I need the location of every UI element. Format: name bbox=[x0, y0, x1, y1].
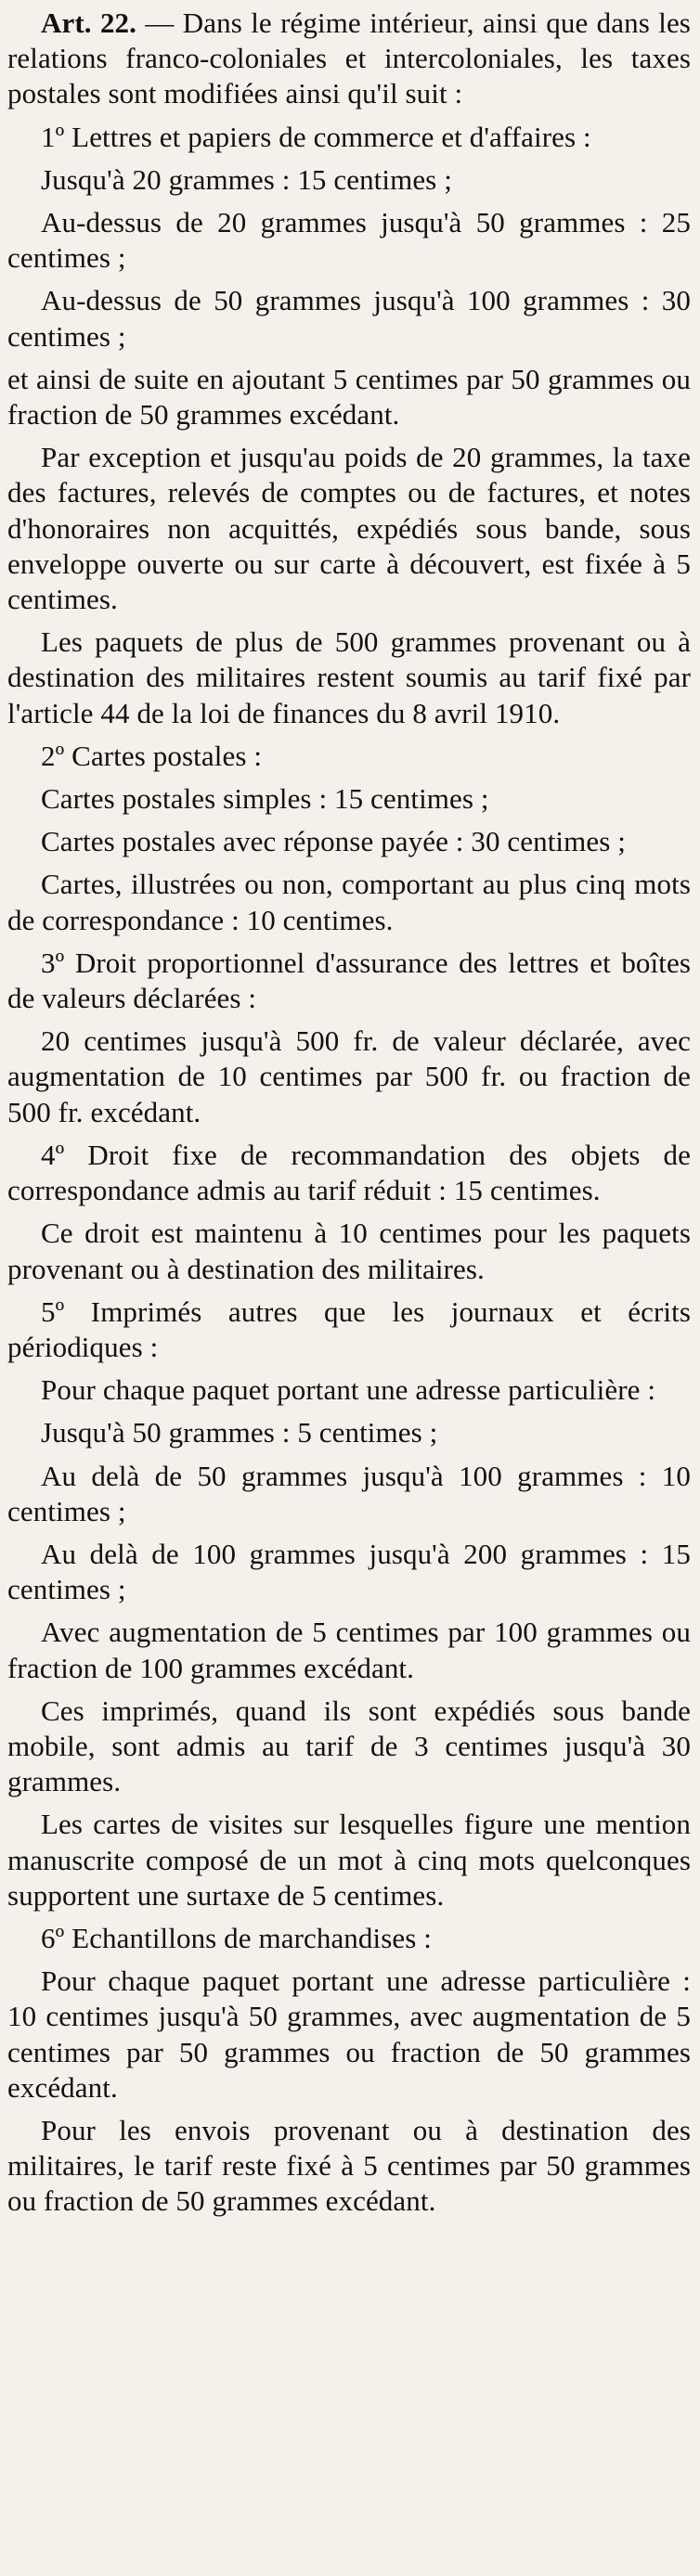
article-paragraph: et ainsi de suite en ajoutant 5 centimes par 50 grammes ou fraction de 50 grammes excédant. bbox=[7, 362, 691, 431]
article-paragraph: Ce droit est maintenu à 10 centimes pour les paquets provenant ou à destination des militaires. bbox=[7, 1217, 691, 1285]
article-paragraph: 3º Droit proportionnel d'assurance des lettres et boîtes de valeurs déclarées : bbox=[7, 946, 691, 1015]
article-number: Art. 22. bbox=[41, 6, 136, 39]
article-paragraph: 5º Imprimés autres que les journaux et écrits périodiques : bbox=[7, 1294, 691, 1363]
article-paragraph: Pour chaque paquet portant une adresse particulière : 10 centimes jusqu'à 50 grammes, avec augmentation de 5 centimes par 50 grammes ou fraction de 50 grammes excédant. bbox=[7, 1964, 691, 2104]
article-paragraph: Par exception et jusqu'au poids de 20 grammes, la taxe des factures, relevés de comptes ou de factures, et notes d'honoraires non acquittés, expédiés sous bande, sous enveloppe ouverte ou sur carte à découvert, est fixée à 5 centimes. bbox=[7, 441, 691, 616]
article-text-column bbox=[7, 6, 691, 2227]
article-paragraph: Pour chaque paquet portant une adresse particulière : bbox=[41, 1373, 656, 1407]
article-paragraph: Au-dessus de 50 grammes jusqu'à 100 grammes : 30 centimes ; bbox=[7, 284, 691, 353]
article-paragraph: 4º Droit fixe de recommandation des objets de correspondance admis au tarif réduit : 15 centimes. bbox=[7, 1138, 691, 1207]
article-paragraph: Ces imprimés, quand ils sont expédiés sous bande mobile, sont admis au tarif de 3 centimes jusqu'à 30 grammes. bbox=[7, 1694, 691, 1798]
article-paragraph: Au-dessus de 20 grammes jusqu'à 50 grammes : 25 centimes ; bbox=[7, 206, 691, 275]
article-paragraph: Pour les envois provenant ou à destination des militaires, le tarif reste fixé à 5 centimes par 50 grammes ou fraction de 50 grammes excédant. bbox=[7, 2113, 691, 2218]
article-paragraph: Au delà de 50 grammes jusqu'à 100 grammes : 10 centimes ; bbox=[7, 1459, 691, 1527]
article-paragraph: Cartes postales avec réponse payée : 30 centimes ; bbox=[41, 825, 626, 858]
article-paragraph: 1º Lettres et papiers de commerce et d'affaires : bbox=[41, 120, 591, 153]
article-paragraph: Cartes, illustrées ou non, comportant au plus cinq mots de correspondance : 10 centimes. bbox=[7, 868, 691, 936]
article-paragraph: Avec augmentation de 5 centimes par 100 grammes ou fraction de 100 grammes excédant. bbox=[7, 1616, 691, 1684]
article-paragraph: Cartes postales simples : 15 centimes ; bbox=[41, 782, 489, 816]
article-paragraph: Jusqu'à 20 grammes : 15 centimes ; bbox=[41, 162, 452, 196]
article-paragraph: 6º Echantillons de marchandises : bbox=[41, 1921, 432, 1954]
article-paragraph: Les paquets de plus de 500 grammes provenant ou à destination des militaires restent soumis au tarif fixé par l'article 44 de la loi de finances du 8 avril 1910. bbox=[7, 625, 691, 729]
article-paragraph bbox=[7, 6, 691, 112]
article-paragraph: Jusqu'à 50 grammes : 5 centimes ; bbox=[41, 1416, 438, 1449]
article-paragraph: Au delà de 100 grammes jusqu'à 200 grammes : 15 centimes ; bbox=[7, 1537, 691, 1606]
article-paragraph: 20 centimes jusqu'à 500 fr. de valeur déclarée, avec augmentation de 10 centimes par 500 fr. ou fraction de 500 fr. excédant. bbox=[7, 1024, 691, 1128]
article-paragraph: Les cartes de visites sur lesquelles figure une mention manuscrite composé de un mot à cinq mots quelconques supportent une surtaxe de 5 centimes. bbox=[7, 1808, 691, 1912]
paragraph-text: — Dans le régime intérieur, ainsi que dans les relations franco-coloniales et intercoloniales, les taxes postales sont modifiées ainsi qu'il suit : bbox=[7, 6, 691, 110]
article-paragraph: 2º Cartes postales : bbox=[41, 739, 263, 772]
